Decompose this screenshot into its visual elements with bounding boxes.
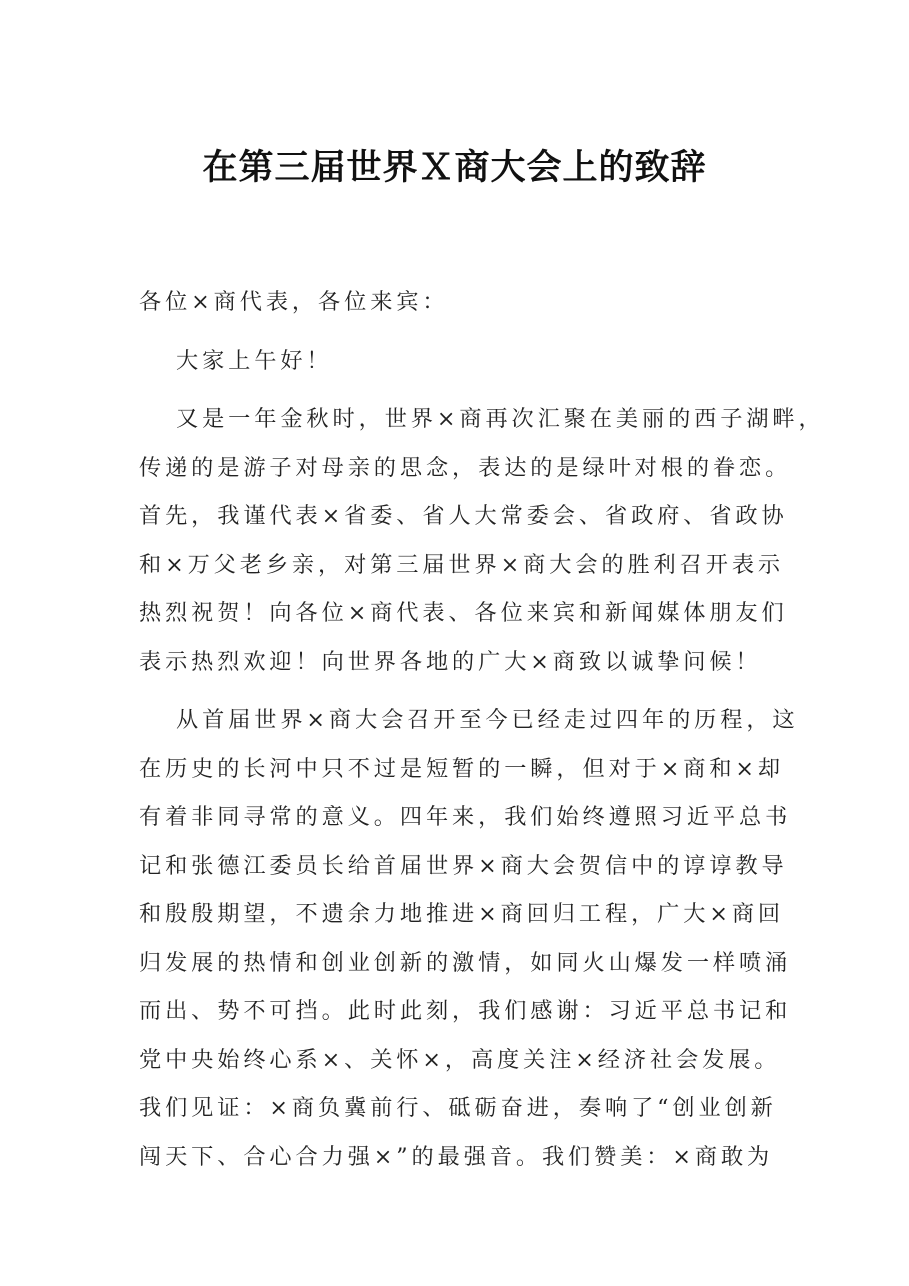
paragraph-line: 我们见证：×商负冀前行、砥砺奋进，奏响了“创业创新 <box>139 1095 777 1121</box>
document-title: 在第三届世界Ｘ商大会上的致辞 <box>202 147 707 188</box>
paragraph-line: 和殷殷期望，不遗余力地推进×商回归工程，广大×商回 <box>139 901 784 927</box>
paragraph-1 <box>139 395 825 686</box>
paragraph-line: 首先，我谨代表×省委、省人大常委会、省政府、省政协 <box>139 503 788 529</box>
salutation <box>139 278 779 327</box>
paragraph-2 <box>139 696 799 1181</box>
paragraph-line: 热烈祝贺！向各位×商代表、各位来宾和新闻媒体朋友们 <box>139 600 788 626</box>
paragraph-line: 党中央始终心系×、关怀×，高度关注×经济社会发展。 <box>139 1046 781 1073</box>
paragraph-line: 又是一年金秋时，世界×商再次汇聚在美丽的西子湖畔， <box>176 406 825 432</box>
greeting <box>139 337 779 386</box>
paragraph-line: 有着非同寻常的意义。四年来，我们始终遵照习近平总书 <box>139 804 792 830</box>
paragraph-line: 在历史的长河中只不过是短暂的一瞬，但对于×商和×却 <box>139 755 784 782</box>
paragraph-line: 表示热烈欢迎！向世界各地的广大×商致以诚挚问候！ <box>139 648 762 675</box>
paragraph-line: 传递的是游子对母亲的思念，表达的是绿叶对根的眷恋。 <box>139 454 792 481</box>
paragraph-line: 而出、势不可挡。此时此刻，我们感谢：习近平总书记和 <box>139 998 792 1024</box>
paragraph-line: 闯天下、合心合力强×”的最强音。我们赞美：×商敢为 <box>139 1143 774 1170</box>
document-body <box>139 278 825 1191</box>
salutation-line: 各位×商代表，各位来宾： <box>139 289 449 315</box>
greeting-line: 大家上午好！ <box>176 347 333 374</box>
paragraph-line: 从首届世界×商大会召开至今已经走过四年的历程，这 <box>176 707 799 733</box>
paragraph-line: 归发展的热情和创业创新的激情，如同火山爆发一样喷涌 <box>139 949 792 976</box>
paragraph-line: 和×万父老乡亲，对第三届世界×商大会的胜利召开表示 <box>139 551 784 578</box>
paragraph-line: 记和张德江委员长给首届世界×商大会贺信中的谆谆教导 <box>139 852 788 879</box>
